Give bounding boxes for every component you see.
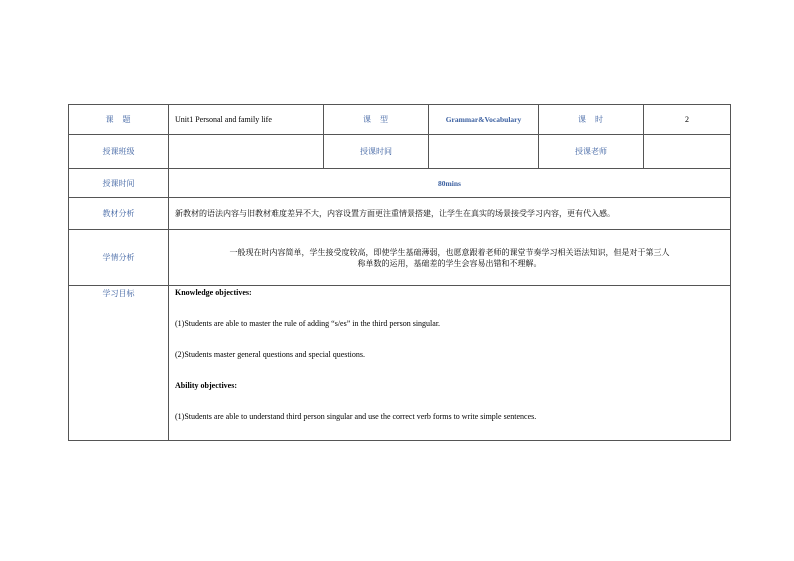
ability-objectives-heading: Ability objectives: — [175, 381, 237, 390]
knowledge-objective-2: (2)Students master general questions and special questions. — [175, 350, 365, 359]
ability-objective-1: (1)Students are able to understand third person singular and use the correct verb forms to write simple sentences. — [175, 412, 537, 421]
class-label: 授课班级 — [69, 135, 169, 169]
lesson-type-value: Grammar&Vocabulary — [429, 105, 539, 135]
student-analysis-line-1: 一般现在时内容简单，学生接受度较高，即使学生基础薄弱，也愿意跟着老师的课堂节奏学习相关语法知识，但是对于第三人 — [229, 247, 670, 257]
material-analysis-label: 教材分析 — [69, 198, 169, 230]
row-class-info — [69, 135, 731, 169]
row-duration — [69, 169, 731, 198]
class-value — [169, 135, 324, 169]
row-topic — [69, 105, 731, 135]
periods-value: 2 — [644, 105, 731, 135]
topic-value: Unit1 Personal and family life — [169, 105, 324, 135]
objectives-content — [169, 286, 731, 441]
row-material-analysis — [69, 198, 731, 230]
objectives-label: 学习目标 — [69, 286, 169, 441]
lesson-type-label: 课型 — [324, 105, 429, 135]
duration-label: 授课时间 — [69, 169, 169, 198]
student-analysis-value — [169, 230, 731, 286]
row-objectives — [69, 286, 731, 441]
periods-label: 课时 — [539, 105, 644, 135]
teaching-time-label: 授课时间 — [324, 135, 429, 169]
teaching-time-value — [429, 135, 539, 169]
student-analysis-line-2: 称单数的运用，基础差的学生会容易出错和不理解。 — [357, 258, 542, 268]
student-analysis-label: 学情分析 — [69, 230, 169, 286]
knowledge-objectives-heading: Knowledge objectives: — [175, 288, 252, 297]
duration-value: 80mins — [169, 169, 731, 198]
material-analysis-value: 新教材的语法内容与旧教材难度差异不大，内容设置方面更注重情景搭建，让学生在真实的场景接受学习内容，更有代入感。 — [169, 198, 731, 230]
teacher-label: 授课老师 — [539, 135, 644, 169]
lesson-plan-table — [68, 104, 731, 441]
topic-label: 课题 — [69, 105, 169, 135]
knowledge-objective-1: (1)Students are able to master the rule of adding “s/es” in the third person singular. — [175, 319, 441, 328]
teacher-value — [644, 135, 731, 169]
row-student-analysis — [69, 230, 731, 286]
